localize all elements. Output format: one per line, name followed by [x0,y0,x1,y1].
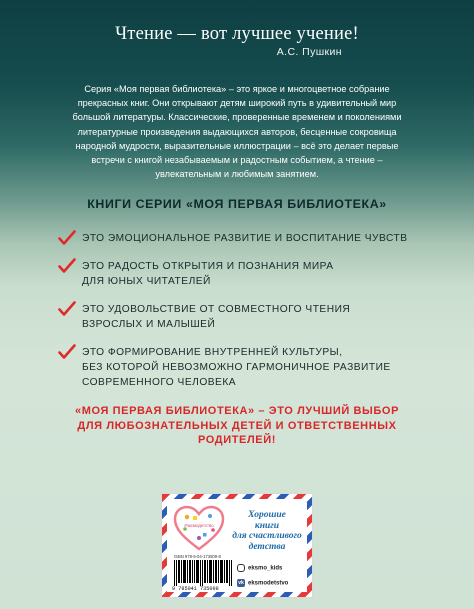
card-title-line: книги [254,520,280,531]
publisher-card [162,494,312,597]
intro-line: большой литературы. Классические, проверенные временем и поколениями [72,112,402,123]
slogan [0,404,474,448]
intro-line: Серия «Моя первая библиотека» – это яркое и многоцветное собрание [84,84,390,94]
checkmark-icon [58,230,76,246]
checkmark-icon [58,344,76,360]
slogan-line: «МОЯ ПЕРВАЯ БИБЛИОТЕКА» – ЭТО ЛУЧШИЙ ВЫБОР [74,405,400,417]
card-title-line: для счастливого [232,531,302,541]
benefit-item [58,259,438,289]
benefit-line: ЭТО РАДОСТЬ ОТКРЫТИЯ И ПОЗНАНИЯ МИРА [82,261,334,272]
card-title [230,510,304,552]
card-title-line: детства [248,541,286,552]
benefit-text [82,345,438,390]
epigraph-quote: Чтение — вот лучшее учение! [115,24,359,44]
instagram-handle-text: eksmo_kids [248,565,283,572]
checkmark-icon [58,301,76,317]
benefit-line: СОВРЕМЕННОГО ЧЕЛОВЕКА [82,377,237,388]
benefit-line: ДЛЯ ЮНЫХ ЧИТАТЕЛЕЙ [82,276,211,287]
vk-handle[interactable] [237,579,288,587]
benefit-item [58,302,438,332]
barcode-number: 9 785041 735098 [172,586,219,592]
intro-paragraph [60,82,414,181]
benefit-text [82,231,438,246]
benefit-text [82,302,438,332]
card-title-line: Хорошие [248,510,286,520]
intro-line: встречи с книгой незабываемым и радостным событием, а чтение – [91,155,383,166]
benefit-line: ЭТО ФОРМИРОВАНИЕ ВНУТРЕННЕЙ КУЛЬТУРЫ, [82,347,343,358]
benefit-line: ЭТО ЭМОЦИОНАЛЬНОЕ РАЗВИТИЕ И ВОСПИТАНИЕ ЧУВСТВ [82,233,408,244]
benefit-line: ЭТО УДОВОЛЬСТВИЕ ОТ СОВМЕСТНОГО ЧТЕНИЯ [82,304,351,315]
benefit-line: ВЗРОСЛЫХ И МАЛЫШЕЙ [82,319,216,330]
instagram-icon [237,564,245,572]
vk-icon: vk [238,580,244,586]
isbn-text: ISBN 978-5-04-173509-8 [174,554,221,559]
heart-logo-icon [173,505,225,551]
barcode-icon [173,560,233,586]
heart-logo-label: #эксмодетство [184,523,214,528]
benefit-item [58,345,438,390]
epigraph-author: А.С. Пушкин [276,46,342,58]
card-inner [167,499,307,592]
benefit-text [82,259,438,289]
slogan-line: ДЛЯ ЛЮБОЗНАТЕЛЬНЫХ ДЕТЕЙ И ОТВЕТСТВЕННЫХ [77,419,397,432]
checkmark-icon [58,258,76,274]
benefit-item [58,231,438,246]
intro-line: прекрасных книг. Они открывают детям широкий путь в удивительный мир [77,98,397,109]
intro-line: увлекательным и любимым занятием. [155,169,319,180]
vk-handle-text: eksmodetstvo [248,580,289,587]
instagram-handle[interactable] [237,564,282,572]
slogan-line: РОДИТЕЛЕЙ! [197,434,277,446]
intro-line: литературные произведения выдающихся авторов, бесценные сокровища [77,126,397,137]
benefits-list [58,231,438,390]
series-heading: КНИГИ СЕРИИ «МОЯ ПЕРВАЯ БИБЛИОТЕКА» [87,197,387,211]
benefit-line: БЕЗ КОТОРОЙ НЕВОЗМОЖНО ГАРМОНИЧНОЕ РАЗВИТИЕ [82,362,391,373]
intro-line: народной мудрости, выразительные иллюстрации – всё это делает первые [75,140,399,151]
epigraph [0,24,474,58]
